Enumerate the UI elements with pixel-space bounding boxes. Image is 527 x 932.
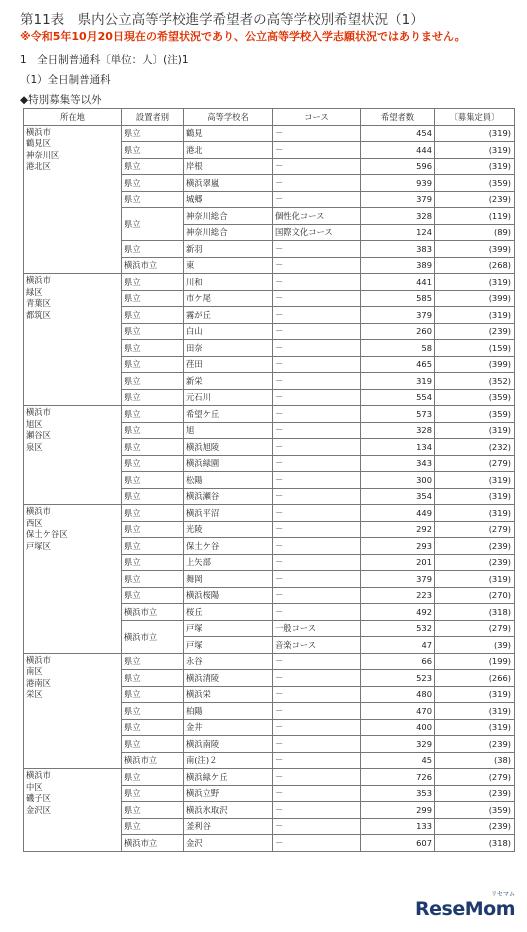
course-cell: － bbox=[273, 389, 361, 406]
operator-cell: 県立 bbox=[122, 703, 184, 720]
brand-logo: ReseMom bbox=[415, 898, 515, 920]
capacity-cell: (318) bbox=[435, 604, 515, 621]
table-body bbox=[24, 125, 515, 851]
school-name-cell: 横浜立野 bbox=[184, 785, 273, 802]
applicants-cell: 480 bbox=[361, 686, 435, 703]
table-row bbox=[24, 274, 515, 291]
course-cell: － bbox=[273, 538, 361, 555]
location-line: 青葉区 bbox=[26, 298, 51, 308]
school-name-cell: 港北 bbox=[184, 142, 273, 159]
applicants-cell: 66 bbox=[361, 653, 435, 670]
operator-cell: 県立 bbox=[122, 422, 184, 439]
school-name-cell: 桜丘 bbox=[184, 604, 273, 621]
applicants-cell: 400 bbox=[361, 719, 435, 736]
applicants-cell: 470 bbox=[361, 703, 435, 720]
school-name-cell: 鶴見 bbox=[184, 125, 273, 142]
school-name-cell: 岸根 bbox=[184, 158, 273, 175]
location-cell bbox=[24, 406, 122, 505]
operator-cell: 県立 bbox=[122, 802, 184, 819]
applicants-cell: 292 bbox=[361, 521, 435, 538]
applicants-cell: 532 bbox=[361, 620, 435, 637]
course-cell: － bbox=[273, 488, 361, 505]
capacity-cell: (279) bbox=[435, 620, 515, 637]
operator-cell: 県立 bbox=[122, 389, 184, 406]
applicants-cell: 454 bbox=[361, 125, 435, 142]
header-operator: 設置者別 bbox=[122, 109, 184, 126]
course-cell: － bbox=[273, 802, 361, 819]
capacity-cell: (359) bbox=[435, 175, 515, 192]
course-cell: － bbox=[273, 752, 361, 769]
school-name-cell: 保土ケ谷 bbox=[184, 538, 273, 555]
operator-cell: 県立 bbox=[122, 158, 184, 175]
school-name-cell: 永谷 bbox=[184, 653, 273, 670]
school-name-cell: 戸塚 bbox=[184, 620, 273, 637]
location-cell bbox=[24, 505, 122, 654]
location-line: 戸塚区 bbox=[26, 540, 51, 551]
capacity-cell: (268) bbox=[435, 257, 515, 274]
applicants-cell: 726 bbox=[361, 769, 435, 786]
school-name-cell: 横浜翠嵐 bbox=[184, 175, 273, 192]
course-cell: － bbox=[273, 356, 361, 373]
course-cell: － bbox=[273, 191, 361, 208]
applicants-cell: 328 bbox=[361, 208, 435, 225]
applicants-cell: 343 bbox=[361, 455, 435, 472]
school-name-cell: 戸塚 bbox=[184, 637, 273, 654]
operator-cell: 県立 bbox=[122, 373, 184, 390]
applicants-cell: 444 bbox=[361, 142, 435, 159]
operator-cell: 県立 bbox=[122, 307, 184, 324]
capacity-cell: (359) bbox=[435, 389, 515, 406]
school-name-cell: 横浜栄 bbox=[184, 686, 273, 703]
location-line: 神奈川区 bbox=[26, 149, 60, 160]
school-name-cell: 横浜氷取沢 bbox=[184, 802, 273, 819]
capacity-cell: (352) bbox=[435, 373, 515, 390]
capacity-cell: (319) bbox=[435, 488, 515, 505]
school-name-cell: 旭 bbox=[184, 422, 273, 439]
course-cell: － bbox=[273, 323, 361, 340]
operator-cell: 横浜市立 bbox=[122, 835, 184, 852]
school-name-cell: 横浜清陵 bbox=[184, 670, 273, 687]
operator-cell: 県立 bbox=[122, 554, 184, 571]
course-cell: － bbox=[273, 719, 361, 736]
operator-cell: 県立 bbox=[122, 323, 184, 340]
operator-cell: 県立 bbox=[122, 488, 184, 505]
operator-cell: 県立 bbox=[122, 538, 184, 555]
school-name-cell: 霧が丘 bbox=[184, 307, 273, 324]
course-cell: － bbox=[273, 307, 361, 324]
location-line: 横浜市 bbox=[26, 506, 51, 516]
operator-cell: 県立 bbox=[122, 191, 184, 208]
location-line: 横浜市 bbox=[26, 275, 51, 285]
operator-cell: 県立 bbox=[122, 175, 184, 192]
applicants-cell: 353 bbox=[361, 785, 435, 802]
school-name-cell: 横浜緑園 bbox=[184, 455, 273, 472]
location-cell bbox=[24, 653, 122, 769]
school-name-cell: 南(注)２ bbox=[184, 752, 273, 769]
applicants-cell: 354 bbox=[361, 488, 435, 505]
applicants-cell: 47 bbox=[361, 637, 435, 654]
table-header-row bbox=[24, 109, 515, 126]
course-cell: 音楽コース bbox=[273, 637, 361, 654]
capacity-cell: (159) bbox=[435, 340, 515, 357]
capacity-cell: (359) bbox=[435, 406, 515, 423]
capacity-cell: (232) bbox=[435, 439, 515, 456]
operator-cell: 県立 bbox=[122, 290, 184, 307]
capacity-cell: (239) bbox=[435, 554, 515, 571]
course-cell: － bbox=[273, 455, 361, 472]
operator-cell: 県立 bbox=[122, 241, 184, 258]
operator-cell: 県立 bbox=[122, 356, 184, 373]
table-row bbox=[24, 653, 515, 670]
operator-cell: 横浜市立 bbox=[122, 604, 184, 621]
applicants-cell: 554 bbox=[361, 389, 435, 406]
capacity-cell: (239) bbox=[435, 785, 515, 802]
capacity-cell: (119) bbox=[435, 208, 515, 225]
applicants-cell: 596 bbox=[361, 158, 435, 175]
applicants-cell: 939 bbox=[361, 175, 435, 192]
applicants-cell: 573 bbox=[361, 406, 435, 423]
operator-cell: 県立 bbox=[122, 670, 184, 687]
applicants-cell: 492 bbox=[361, 604, 435, 621]
course-cell: 個性化コース bbox=[273, 208, 361, 225]
table-row bbox=[24, 769, 515, 786]
applicants-cell: 585 bbox=[361, 290, 435, 307]
applicants-cell: 124 bbox=[361, 224, 435, 241]
operator-cell: 県立 bbox=[122, 406, 184, 423]
applicants-cell: 299 bbox=[361, 802, 435, 819]
applicants-cell: 329 bbox=[361, 736, 435, 753]
location-line: 瀬谷区 bbox=[26, 430, 51, 440]
location-line: 横浜市 bbox=[26, 770, 51, 780]
course-cell: － bbox=[273, 554, 361, 571]
school-name-cell: 光陵 bbox=[184, 521, 273, 538]
school-name-cell: 荏田 bbox=[184, 356, 273, 373]
school-name-cell: 城郷 bbox=[184, 191, 273, 208]
school-name-cell: 横浜平沼 bbox=[184, 505, 273, 522]
header-applicants: 希望者数 bbox=[361, 109, 435, 126]
school-name-cell: 希望ケ丘 bbox=[184, 406, 273, 423]
location-line: 栄区 bbox=[26, 689, 43, 699]
operator-cell: 横浜市立 bbox=[122, 752, 184, 769]
capacity-cell: (239) bbox=[435, 191, 515, 208]
capacity-cell: (39) bbox=[435, 637, 515, 654]
school-name-cell: 柏陽 bbox=[184, 703, 273, 720]
operator-cell: 県立 bbox=[122, 653, 184, 670]
capacity-cell: (239) bbox=[435, 323, 515, 340]
location-line: 鶴見区 bbox=[26, 138, 51, 148]
subsection-heading: （1）全日制普通科 bbox=[20, 74, 111, 86]
capacity-cell: (319) bbox=[435, 307, 515, 324]
operator-cell: 県立 bbox=[122, 439, 184, 456]
operator-cell: 県立 bbox=[122, 587, 184, 604]
location-line: 泉区 bbox=[26, 441, 43, 452]
notice-text: ※令和5年10月20日現在の希望状況であり、公立高等学校入学志願状況ではありません。 bbox=[20, 30, 466, 43]
operator-cell: 県立 bbox=[122, 142, 184, 159]
applicants-cell: 449 bbox=[361, 505, 435, 522]
applicants-cell: 465 bbox=[361, 356, 435, 373]
applicants-cell: 383 bbox=[361, 241, 435, 258]
applicants-cell: 523 bbox=[361, 670, 435, 687]
operator-cell: 県立 bbox=[122, 125, 184, 142]
school-name-cell: 舞岡 bbox=[184, 571, 273, 588]
capacity-cell: (319) bbox=[435, 125, 515, 142]
course-cell: － bbox=[273, 769, 361, 786]
course-cell: － bbox=[273, 604, 361, 621]
applicants-cell: 45 bbox=[361, 752, 435, 769]
course-cell: － bbox=[273, 686, 361, 703]
operator-cell: 県立 bbox=[122, 785, 184, 802]
operator-cell: 横浜市立 bbox=[122, 620, 184, 653]
school-name-cell: 松陽 bbox=[184, 472, 273, 489]
location-line: 都筑区 bbox=[26, 309, 51, 320]
capacity-cell: (319) bbox=[435, 158, 515, 175]
applicants-cell: 260 bbox=[361, 323, 435, 340]
school-name-cell: 東 bbox=[184, 257, 273, 274]
course-cell: 国際文化コース bbox=[273, 224, 361, 241]
applicants-cell: 223 bbox=[361, 587, 435, 604]
course-cell: － bbox=[273, 274, 361, 291]
capacity-cell: (239) bbox=[435, 818, 515, 835]
applicants-cell: 379 bbox=[361, 191, 435, 208]
school-name-cell: 横浜旭陵 bbox=[184, 439, 273, 456]
school-name-cell: 新栄 bbox=[184, 373, 273, 390]
applicants-cell: 389 bbox=[361, 257, 435, 274]
capacity-cell: (199) bbox=[435, 653, 515, 670]
capacity-cell: (279) bbox=[435, 455, 515, 472]
category-heading: ◆特別募集等以外 bbox=[20, 94, 102, 106]
operator-cell: 県立 bbox=[122, 719, 184, 736]
location-line: 緑区 bbox=[26, 286, 43, 297]
capacity-cell: (239) bbox=[435, 538, 515, 555]
school-name-cell: 川和 bbox=[184, 274, 273, 291]
applicants-cell: 134 bbox=[361, 439, 435, 456]
capacity-cell: (239) bbox=[435, 736, 515, 753]
capacity-cell: (318) bbox=[435, 835, 515, 852]
location-line: 旭区 bbox=[26, 418, 43, 429]
school-name-cell: 金井 bbox=[184, 719, 273, 736]
header-location: 所在地 bbox=[24, 109, 122, 126]
school-name-cell: 白山 bbox=[184, 323, 273, 340]
location-line: 保土ケ谷区 bbox=[26, 529, 68, 539]
operator-cell: 県立 bbox=[122, 736, 184, 753]
capacity-cell: (266) bbox=[435, 670, 515, 687]
header-school: 高等学校名 bbox=[184, 109, 273, 126]
header-course: コース bbox=[273, 109, 361, 126]
course-cell: － bbox=[273, 835, 361, 852]
school-table bbox=[23, 108, 515, 852]
capacity-cell: (89) bbox=[435, 224, 515, 241]
operator-cell: 県立 bbox=[122, 455, 184, 472]
school-name-cell: 金沢 bbox=[184, 835, 273, 852]
applicants-cell: 328 bbox=[361, 422, 435, 439]
operator-cell: 県立 bbox=[122, 571, 184, 588]
course-cell: － bbox=[273, 422, 361, 439]
operator-cell: 県立 bbox=[122, 472, 184, 489]
school-name-cell: 横浜南陵 bbox=[184, 736, 273, 753]
capacity-cell: (399) bbox=[435, 356, 515, 373]
table-row bbox=[24, 406, 515, 423]
brand-subtext: リセマム bbox=[491, 891, 515, 898]
location-line: 横浜市 bbox=[26, 654, 51, 665]
capacity-cell: (38) bbox=[435, 752, 515, 769]
applicants-cell: 319 bbox=[361, 373, 435, 390]
applicants-cell: 300 bbox=[361, 472, 435, 489]
operator-cell: 県立 bbox=[122, 521, 184, 538]
school-name-cell: 横浜桜陽 bbox=[184, 587, 273, 604]
course-cell: － bbox=[273, 472, 361, 489]
capacity-cell: (270) bbox=[435, 587, 515, 604]
course-cell: － bbox=[273, 439, 361, 456]
operator-cell: 県立 bbox=[122, 340, 184, 357]
section-heading: 1 全日制普通科〔単位：人〕(注)1 bbox=[20, 54, 189, 66]
school-name-cell: 元石川 bbox=[184, 389, 273, 406]
capacity-cell: (319) bbox=[435, 472, 515, 489]
page-title: 第11表 県内公立高等学校進学希望者の高等学校別希望状況（1） bbox=[20, 12, 424, 28]
operator-cell: 県立 bbox=[122, 274, 184, 291]
capacity-cell: (319) bbox=[435, 686, 515, 703]
capacity-cell: (319) bbox=[435, 719, 515, 736]
course-cell: － bbox=[273, 505, 361, 522]
applicants-cell: 293 bbox=[361, 538, 435, 555]
table-row bbox=[24, 505, 515, 522]
capacity-cell: (319) bbox=[435, 142, 515, 159]
course-cell: － bbox=[273, 818, 361, 835]
capacity-cell: (399) bbox=[435, 241, 515, 258]
table-row bbox=[24, 125, 515, 142]
location-line: 港南区 bbox=[26, 677, 51, 688]
course-cell: － bbox=[273, 290, 361, 307]
school-name-cell: 田奈 bbox=[184, 340, 273, 357]
location-line: 金沢区 bbox=[26, 804, 51, 815]
capacity-cell: (279) bbox=[435, 521, 515, 538]
operator-cell: 県立 bbox=[122, 208, 184, 241]
school-name-cell: 横浜緑ケ丘 bbox=[184, 769, 273, 786]
course-cell: － bbox=[273, 587, 361, 604]
location-cell bbox=[24, 769, 122, 852]
course-cell: － bbox=[273, 158, 361, 175]
course-cell: － bbox=[273, 373, 361, 390]
school-name-cell: 神奈川総合 bbox=[184, 224, 273, 241]
operator-cell: 横浜市立 bbox=[122, 257, 184, 274]
location-line: 南区 bbox=[26, 666, 43, 676]
applicants-cell: 133 bbox=[361, 818, 435, 835]
applicants-cell: 58 bbox=[361, 340, 435, 357]
course-cell: － bbox=[273, 703, 361, 720]
course-cell: － bbox=[273, 175, 361, 192]
operator-cell: 県立 bbox=[122, 505, 184, 522]
school-name-cell: 市ケ尾 bbox=[184, 290, 273, 307]
capacity-cell: (319) bbox=[435, 422, 515, 439]
course-cell: － bbox=[273, 571, 361, 588]
capacity-cell: (319) bbox=[435, 505, 515, 522]
capacity-cell: (319) bbox=[435, 274, 515, 291]
course-cell: － bbox=[273, 241, 361, 258]
operator-cell: 県立 bbox=[122, 818, 184, 835]
applicants-cell: 441 bbox=[361, 274, 435, 291]
capacity-cell: (319) bbox=[435, 703, 515, 720]
school-name-cell: 釜利谷 bbox=[184, 818, 273, 835]
school-name-cell: 上矢部 bbox=[184, 554, 273, 571]
header-capacity: 〔募集定員〕 bbox=[435, 109, 515, 126]
course-cell: － bbox=[273, 521, 361, 538]
operator-cell: 県立 bbox=[122, 769, 184, 786]
course-cell: － bbox=[273, 406, 361, 423]
location-line: 西区 bbox=[26, 517, 43, 528]
course-cell: － bbox=[273, 653, 361, 670]
capacity-cell: (399) bbox=[435, 290, 515, 307]
capacity-cell: (319) bbox=[435, 571, 515, 588]
course-cell: － bbox=[273, 257, 361, 274]
location-line: 横浜市 bbox=[26, 126, 51, 137]
capacity-cell: (359) bbox=[435, 802, 515, 819]
location-line: 横浜市 bbox=[26, 407, 51, 417]
school-name-cell: 新羽 bbox=[184, 241, 273, 258]
location-line: 港北区 bbox=[26, 161, 51, 171]
location-cell bbox=[24, 274, 122, 406]
applicants-cell: 201 bbox=[361, 554, 435, 571]
course-cell: － bbox=[273, 736, 361, 753]
applicants-cell: 607 bbox=[361, 835, 435, 852]
school-name-cell: 横浜瀬谷 bbox=[184, 488, 273, 505]
course-cell: － bbox=[273, 125, 361, 142]
course-cell: 一般コース bbox=[273, 620, 361, 637]
course-cell: － bbox=[273, 340, 361, 357]
course-cell: － bbox=[273, 142, 361, 159]
capacity-cell: (279) bbox=[435, 769, 515, 786]
location-line: 磯子区 bbox=[26, 793, 51, 803]
location-cell bbox=[24, 125, 122, 274]
operator-cell: 県立 bbox=[122, 686, 184, 703]
applicants-cell: 379 bbox=[361, 307, 435, 324]
school-name-cell: 神奈川総合 bbox=[184, 208, 273, 225]
course-cell: － bbox=[273, 670, 361, 687]
course-cell: － bbox=[273, 785, 361, 802]
applicants-cell: 379 bbox=[361, 571, 435, 588]
location-line: 中区 bbox=[26, 781, 43, 792]
